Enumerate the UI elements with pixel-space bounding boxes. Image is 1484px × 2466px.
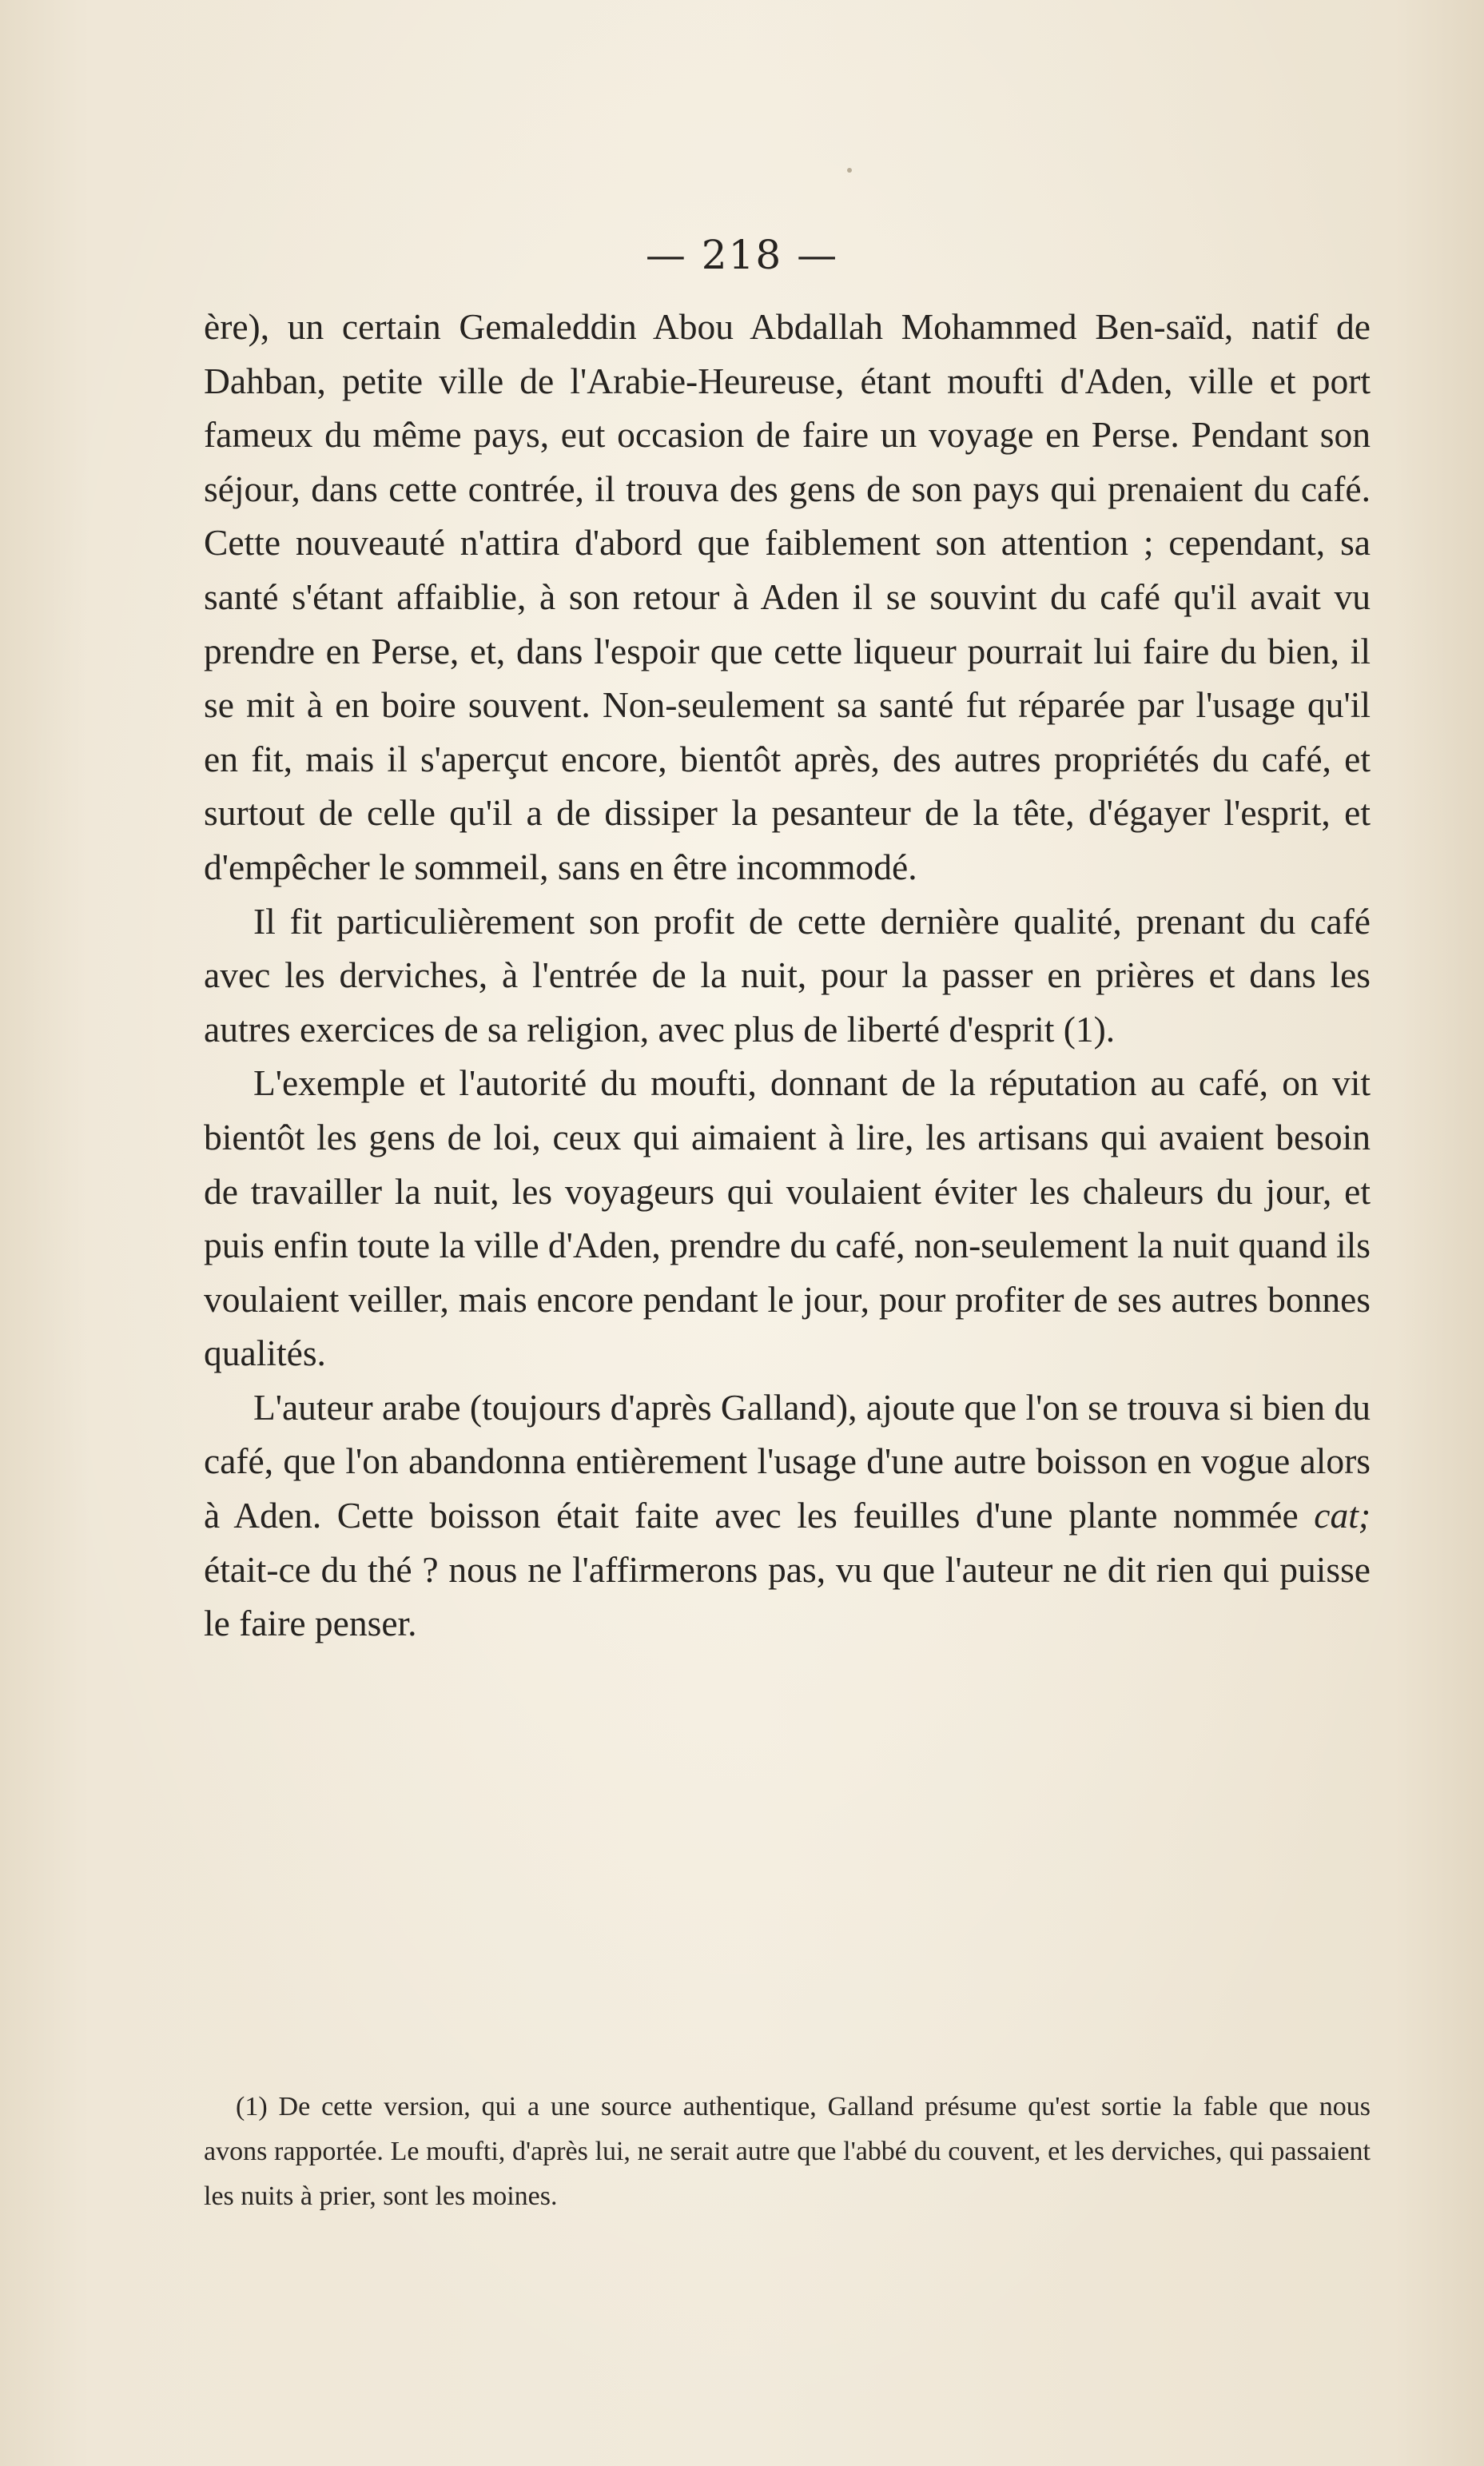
body-text (204, 300, 1371, 1651)
paragraph-3: L'exemple et l'autorité du moufti, donnant de la réputation au café, on vit bientôt les gens de loi, ceux qui aimaient à lire, les artisans qui avaient besoin de travailler la nuit, les voyageurs qui voulaient éviter les chaleurs du jour, et puis enfin toute la ville d'Aden, prendre du café, non-seulement la nuit quand ils voulaient veiller, mais encore pendant le jour, pour profiter de ses autres bonnes qualités. (204, 1062, 1371, 1374)
paper-fleck (847, 168, 852, 173)
footnote-block (204, 2085, 1371, 2219)
paragraph-2: Il fit particulièrement son profit de cette dernière qualité, prenant du café avec les derviches, à l'entrée de la nuit, pour la passer en prières et dans les autres exercices de sa religion, avec plus de liberté d'esprit (1). (204, 900, 1371, 1050)
page-number: — 218 — (645, 232, 839, 278)
footnote-1: (1) De cette version, qui a une source authentique, Galland présume qu'est sortie la fable que nous avons rapportée. Le moufti, d'après lui, ne serait autre que l'abbé du couvent, et les derviches, qui passaient les nuits à prier, sont les moines. (204, 2092, 1371, 2211)
paragraph-1: ère), un certain Gemaleddin Abou Abdallah Mohammed Ben-saïd, natif de Dahban, petite ville de l'Arabie-Heureuse, étant moufti d'Aden, ville et port fameux du même pays, eut occasion de faire un voyage en Perse. Pendant son séjour, dans cette contrée, il trouva des gens de son pays qui prenaient du café. Cette nouveauté n'attira d'abord que faiblement son attention ; cependant, sa santé s'étant affaiblie, à son retour à Aden il se souvint du café qu'il avait vu prendre en Perse, et, dans l'espoir que cette liqueur pourrait lui faire du bien, il se mit à en boire souvent. Non-seulement sa santé fut réparée par l'usage qu'il en fit, mais il s'aperçut encore, bientôt après, des autres propriétés du café, et surtout de celle qu'il a de dissiper la pesanteur de la tête, d'égayer l'esprit, et d'empêcher le sommeil, sans en être incommodé. (204, 306, 1371, 887)
paragraph-4 (204, 1380, 1371, 1651)
paragraph-4-text-b: était-ce du thé ? nous ne l'affirmerons pas, vu que l'auteur ne dit rien qui puisse le faire penser. (204, 1548, 1371, 1644)
plant-name-italic: cat; (1314, 1495, 1371, 1536)
paragraph-4-text-a: L'auteur arabe (toujours d'après Galland), ajoute que l'on se trouva si bien du café, que l'on abandonna entièrement l'usage d'une autre boisson en vogue alors à Aden. Cette boisson était faite avec les feuilles d'une plante nommée (204, 1386, 1371, 1536)
